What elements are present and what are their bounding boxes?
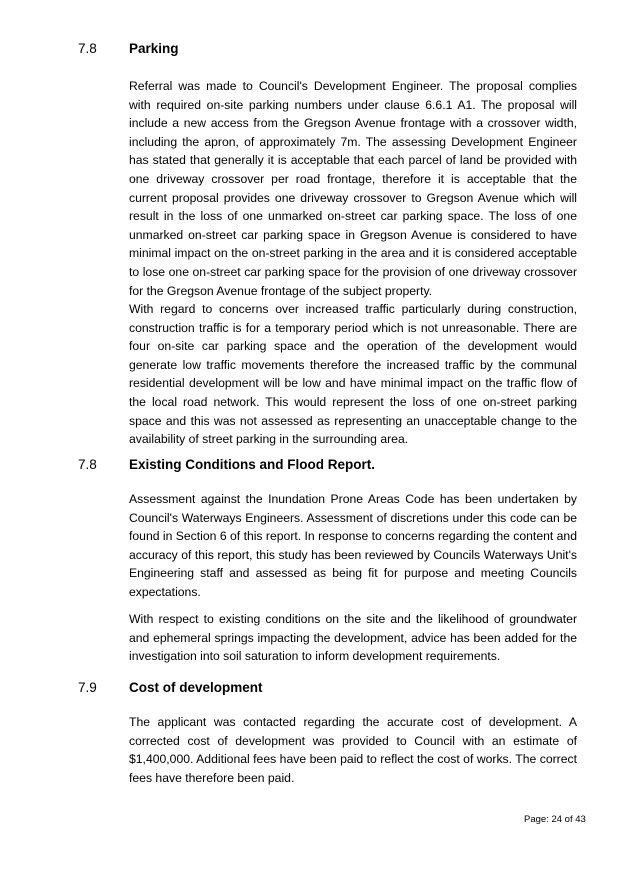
paragraph: Referral was made to Council's Development Engineer. The proposal complies with required on-site parking numbers under clause 6.6.1 A1. The proposal will include a new access from the Gregson Avenue frontage with a crossover width, including the apron, of approximately 7m. The assessing Development Engineer has stated that generally it is acceptable that each parcel of land be provided with one driveway crossover per road frontage, therefore it is acceptable that the current proposal provides one driveway crossover to Gregson Avenue which will result in the loss of one unmarked on-street car parking space. The loss of one unmarked on-street car parking space in Gregson Avenue is considered to have minimal impact on the on-street parking in the area and it is considered acceptable to lose one on-street car parking space for the provision of one driveway crossover for the Gregson Avenue frontage of the subject property. [129, 79, 577, 298]
section-number: 7.8 [78, 41, 97, 56]
section-title: Parking [129, 41, 179, 56]
section-title: Cost of development [129, 680, 263, 695]
paragraph: The applicant was contacted regarding the accurate cost of development. A corrected cost of development was provided to Council with an estimate of $1,400,000. Additional fees have been paid to reflect the cost of works. The correct fees have therefore been paid. [129, 715, 577, 785]
paragraph: Assessment against the Inundation Prone Areas Code has been undertaken by Council's Waterways Engineers. Assessment of discretions under this code can be found in Section 6 of this report. In response to concerns regarding the content and accuracy of this report, this study has been reviewed by Councils Waterways Unit's Engineering staff and assessed as being fit for purpose and meeting Councils expectations. [129, 492, 577, 599]
section-number: 7.8 [78, 457, 97, 472]
paragraph: With respect to existing conditions on the site and the likelihood of groundwater and ephemeral springs impacting the development, advice has been added for the investigation into soil saturation to inform development requirements. [129, 612, 577, 664]
section-title: Existing Conditions and Flood Report. [129, 457, 375, 472]
paragraph: With regard to concerns over increased traffic particularly during construction, construction traffic is for a temporary period which is not unreasonable. There are four on-site car parking space and the operation of the development would generate low traffic movements therefore the increased traffic by the communal residential development will be low and have minimal impact on the traffic flow of the local road network. This would represent the loss of one on-street parking space and this was not assessed as representing an unacceptable change to the availability of street parking in the surrounding area. [129, 302, 577, 447]
section-number: 7.9 [78, 680, 97, 695]
page-number: Page: 24 of 43 [524, 814, 586, 825]
